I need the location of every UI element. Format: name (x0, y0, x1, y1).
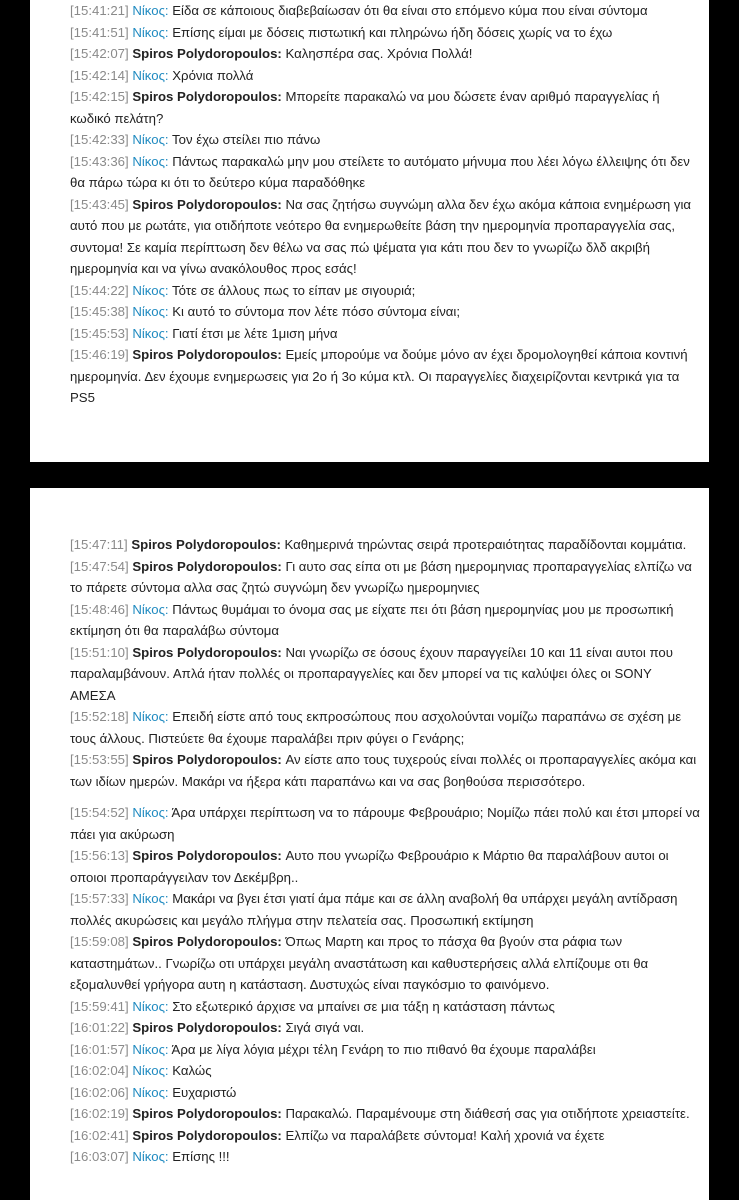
message-text: Μακάρι να βγει έτσι γιατί άμα πάμε και σε άλλη αναβολή θα υπάρχει μεγάλη αντίδραση πολλές ακυρώσεις και μεγάλο πλήγμα στην πελατεία σας. Προσωπική εκτίμηση (70, 891, 678, 928)
message-text: Άρα υπάρχει περίπτωση να το πάρουμε Φεβρουάριο; Νομίζω πάει πολύ και έτσι μπορεί να πάει για ακύρωση (70, 805, 700, 842)
message-text: Ελπίζω να παραλάβετε σύντομα! Καλή χρονιά να έχετε (285, 1127, 605, 1143)
message-text: Τότε σε άλλους πως το είπαν με σιγουριά; (172, 282, 416, 298)
author-separator: : (277, 347, 282, 362)
message-text: Να σας ζητήσω συγνώμη αλλα δεν έχω ακόμα κάποια ενημέρωση για αυτό που με ρωτάτε, για οτιδήποτε νεότερο θα ενημερωθείτε βάση την ημερομηνία προπαραγγελία σας, συντομα! Σε καμία περίπτωση δεν θέλω να σας πώ ψέματα για κάτι που δεν το γνωρίζω δλδ ακριβή ημερομηνία και να γίνω ανακόλουθος προς εσάς! (70, 196, 692, 276)
message-text: Πάντως θυμάμαι το όνομα σας με είχατε πει ότι βάση ημερομηνίας μου με προσωπική εκτίμηση ότι θα παραλάβω σύντομα (70, 601, 674, 638)
message-timestamp: [16:02:06] (70, 1084, 129, 1100)
author-separator: : (277, 46, 282, 61)
message-timestamp: [15:52:18] (70, 709, 129, 724)
message-timestamp: [15:48:46] (70, 601, 129, 617)
message-author: Νίκος (132, 601, 165, 617)
message-author: Spiros Polydoropoulos (132, 934, 278, 949)
chat-message (70, 1039, 700, 1061)
chat-message (70, 43, 700, 65)
message-timestamp: [15:46:19] (70, 347, 129, 362)
message-author: Νίκος (132, 24, 165, 40)
message-author: Νίκος (132, 891, 165, 906)
author-separator: : (164, 24, 169, 40)
chat-message (70, 129, 700, 151)
message-timestamp: [15:43:45] (70, 196, 129, 212)
author-separator: : (164, 998, 169, 1014)
message-author: Spiros Polydoropoulos (132, 89, 278, 104)
message-author: Νίκος (132, 1084, 165, 1100)
message-author: Spiros Polydoropoulos (132, 46, 278, 61)
message-author: Νίκος (132, 709, 165, 724)
message-author: Νίκος (132, 153, 165, 169)
author-separator: : (277, 196, 282, 212)
message-author: Spiros Polydoropoulos (132, 752, 278, 767)
chat-message (70, 1060, 700, 1082)
chat-message (70, 1125, 700, 1147)
chat-message (70, 194, 700, 280)
message-text: Καλώς (172, 1063, 212, 1078)
message-text: Πάντως παρακαλώ μην μου στείλετε το αυτόματο μήνυμα που λέει λόγω έλλειψης ότι δεν θα πάρω τώρα κι ότι το δεύτερο κύμα παραδόθηκε (70, 153, 690, 190)
author-separator: : (277, 1127, 282, 1143)
message-text: Σιγά σιγά ναι. (285, 1020, 365, 1035)
message-timestamp: [15:47:54] (70, 558, 129, 574)
message-timestamp: [15:59:41] (70, 998, 129, 1014)
chat-message (70, 301, 700, 323)
message-timestamp: [15:47:11] (70, 537, 128, 552)
message-text: Καλησπέρα σας. Χρόνια Πολλά! (285, 46, 473, 61)
message-author: Νίκος (132, 325, 165, 341)
chat-transcript-top (30, 0, 709, 462)
message-author: Spiros Polydoropoulos (132, 196, 278, 212)
message-timestamp: [15:41:21] (70, 3, 129, 18)
message-text: Εμείς μπορούμε να δούμε μόνο αν έχει δρομολογηθεί κάποια κοντινή ημερομηνία. Δεν έχουμε ενημερωσεις για 2ο ή 3ο κύμα κτλ. Οι παραγγελίες διαχειρίζονται κεντρικά για τα PS5 (70, 347, 688, 405)
author-separator: : (277, 89, 282, 104)
spacer (70, 792, 700, 802)
message-text: Μπορείτε παρακαλώ να μου δώσετε έναν αριθμό παραγγελίας ή κωδικό πελάτη? (70, 89, 660, 126)
message-timestamp: [16:03:07] (70, 1149, 129, 1164)
author-separator: : (164, 1063, 169, 1078)
message-timestamp: [15:57:33] (70, 891, 129, 906)
message-text: Αν είστε απο τους τυχερούς είναι πολλές οι προπαραγγελίες ακόμα και των ιδίων ημερών. Μακάρι να ήξερα κάτι παραπάνω και να σας βοηθούσα περισσότερο. (70, 752, 697, 789)
message-text: Ευχαριστώ (172, 1084, 237, 1100)
chat-message (70, 86, 700, 129)
message-timestamp: [15:59:08] (70, 934, 129, 949)
chat-message (70, 323, 700, 345)
message-timestamp: [15:51:10] (70, 644, 129, 660)
message-author: Spiros Polydoropoulos (132, 644, 278, 660)
message-text: Όπως Μαρτη και προς το πάσχα θα βγούν στα ράφια των καταστημάτων.. Γνωρίζω οτι υπάρχει μεγάλη αναστάτωση και καθυστερήσεις αλλά ελπίζουμε οτι θα εξομαλυνθεί γρήγορα αυτη η κατάσταση. Δυστυχώς είναι παγκόσμιο το φαινόμενο. (70, 934, 649, 992)
message-author: Spiros Polydoropoulos (132, 558, 278, 574)
chat-message (70, 280, 700, 302)
chat-message (70, 802, 700, 845)
author-separator: : (277, 1106, 282, 1121)
author-separator: : (164, 132, 169, 147)
message-author: Νίκος (132, 1041, 165, 1057)
author-separator: : (164, 601, 169, 617)
message-timestamp: [15:56:13] (70, 848, 129, 863)
message-text: Άρα με λίγα λόγια μέχρι τέλη Γενάρη το πιο πιθανό θα έχουμε παραλάβει (171, 1041, 596, 1057)
message-author: Νίκος (132, 805, 165, 820)
author-separator: : (277, 1020, 282, 1035)
chat-message (70, 749, 700, 792)
message-text: Γι αυτο σας είπα οτι με βάση ημερομηνιας προπαραγγελίας ελπίζω να το πάρετε σύντομα αλλα σας ζητώ συγνώμη δεν γνωρίζω ημερομηνιες (70, 558, 692, 595)
chat-message (70, 845, 700, 888)
message-author: Spiros Polydoropoulos (132, 848, 278, 863)
author-separator: : (164, 304, 169, 319)
chat-message (70, 706, 700, 749)
author-separator: : (164, 1084, 169, 1100)
message-author: Spiros Polydoropoulos (132, 1127, 278, 1143)
author-separator: : (164, 891, 169, 906)
message-text: Ναι γνωρίζω σε όσους έχουν παραγγείλει 10 και 11 είναι αυτοι που παραλαμβάνουν. Απλά ήταν πολλές οι προπαραγγελίες και δεν μπορεί να τις καλύψει όλες οι SONY ΑΜΕΣΑ (70, 644, 673, 703)
message-list (70, 0, 700, 409)
message-text: Στο εξωτερικό άρχισε να μπαίνει σε μια τάξη η κατάσταση πάντως (172, 998, 555, 1014)
message-timestamp: [15:41:51] (70, 24, 129, 40)
message-author: Νίκος (132, 998, 165, 1014)
author-separator: : (277, 848, 282, 863)
message-author: Spiros Polydoropoulos (132, 1106, 278, 1121)
message-timestamp: [15:45:38] (70, 304, 129, 319)
chat-transcript-bottom (30, 488, 709, 1200)
author-separator: : (164, 1149, 169, 1164)
author-separator: : (277, 558, 282, 574)
message-text: Κι αυτό το σύντομα πον λέτε πόσο σύντομα είναι; (172, 304, 461, 319)
author-separator: : (164, 805, 169, 820)
message-timestamp: [15:54:52] (70, 805, 129, 820)
author-separator: : (277, 934, 282, 949)
author-separator: : (276, 537, 281, 552)
message-text: Επίσης είμαι με δόσεις πιστωτική και πληρώνω ήδη δόσεις χωρίς να το έχω (172, 24, 613, 40)
author-separator: : (277, 752, 282, 767)
message-text: Είδα σε κάποιους διαβεβαίωσαν ότι θα είναι στο επόμενο κύμα που είναι σύντομα (172, 3, 648, 18)
message-timestamp: [16:02:04] (70, 1063, 129, 1078)
chat-message (70, 931, 700, 996)
chat-message (70, 65, 700, 87)
message-author: Νίκος (132, 304, 165, 319)
message-author: Spiros Polydoropoulos (132, 347, 278, 362)
chat-message (70, 996, 700, 1018)
author-separator: : (164, 1041, 169, 1057)
message-author: Νίκος (132, 132, 165, 147)
message-timestamp: [16:02:19] (70, 1106, 129, 1121)
chat-message (70, 344, 700, 409)
chat-message (70, 151, 700, 194)
author-separator: : (164, 67, 169, 83)
author-separator: : (164, 3, 169, 18)
message-timestamp: [15:44:22] (70, 282, 129, 298)
message-text: Γιατί έτσι με λέτε 1μιση μήνα (172, 325, 338, 341)
chat-message (70, 1082, 700, 1104)
message-timestamp: [15:53:55] (70, 752, 129, 767)
chat-message (70, 599, 700, 642)
chat-message (70, 556, 700, 599)
chat-message (70, 0, 700, 22)
chat-message (70, 1146, 700, 1168)
message-author: Νίκος (132, 67, 165, 83)
chat-message (70, 888, 700, 931)
message-timestamp: [15:45:53] (70, 325, 129, 341)
message-text: Καθημερινά τηρώντας σειρά προτεραιότητας παραδίδονται κομμάτια. (284, 537, 687, 552)
message-author: Spiros Polydoropoulos (131, 537, 277, 552)
message-timestamp: [15:43:36] (70, 153, 129, 169)
message-timestamp: [15:42:07] (70, 46, 129, 61)
message-author: Νίκος (132, 282, 165, 298)
message-list (70, 488, 700, 1168)
author-separator: : (277, 644, 282, 660)
message-timestamp: [16:01:22] (70, 1020, 129, 1035)
message-timestamp: [16:02:41] (70, 1127, 129, 1143)
message-timestamp: [15:42:14] (70, 67, 129, 83)
message-timestamp: [15:42:15] (70, 89, 129, 104)
message-author: Spiros Polydoropoulos (132, 1020, 278, 1035)
message-author: Νίκος (132, 1063, 165, 1078)
message-text: Επειδή είστε από τους εκπροσώπους που ασχολούνται νομίζω παραπάνω σε σχέση με τους άλλους. Πιστεύετε θα έχουμε παραλάβει πριν φύγει ο Γενάρης; (70, 709, 682, 746)
message-text: Χρόνια πολλά (172, 67, 254, 83)
chat-message (70, 1017, 700, 1039)
author-separator: : (164, 153, 169, 169)
author-separator: : (164, 709, 169, 724)
message-author: Νίκος (132, 1149, 165, 1164)
message-author: Νίκος (132, 3, 165, 18)
message-text: Παρακαλώ. Παραμένουμε στη διάθεσή σας για οτιδήποτε χρειαστείτε. (285, 1106, 690, 1121)
chat-message (70, 534, 700, 556)
author-separator: : (164, 282, 169, 298)
message-text: Αυτο που γνωρίζω Φεβρουάριο κ Μάρτιο θα παραλάβουν αυτοι οι οποιοι προπαράγγειλαν τον Δεκέμβρη.. (70, 848, 669, 885)
chat-message (70, 22, 700, 44)
message-timestamp: [15:42:33] (70, 132, 129, 147)
author-separator: : (164, 325, 169, 341)
chat-message (70, 1103, 700, 1125)
message-text: Επίσης !!! (172, 1149, 230, 1164)
chat-message (70, 642, 700, 707)
message-timestamp: [16:01:57] (70, 1041, 129, 1057)
message-text: Τον έχω στείλει πιο πάνω (172, 132, 321, 147)
